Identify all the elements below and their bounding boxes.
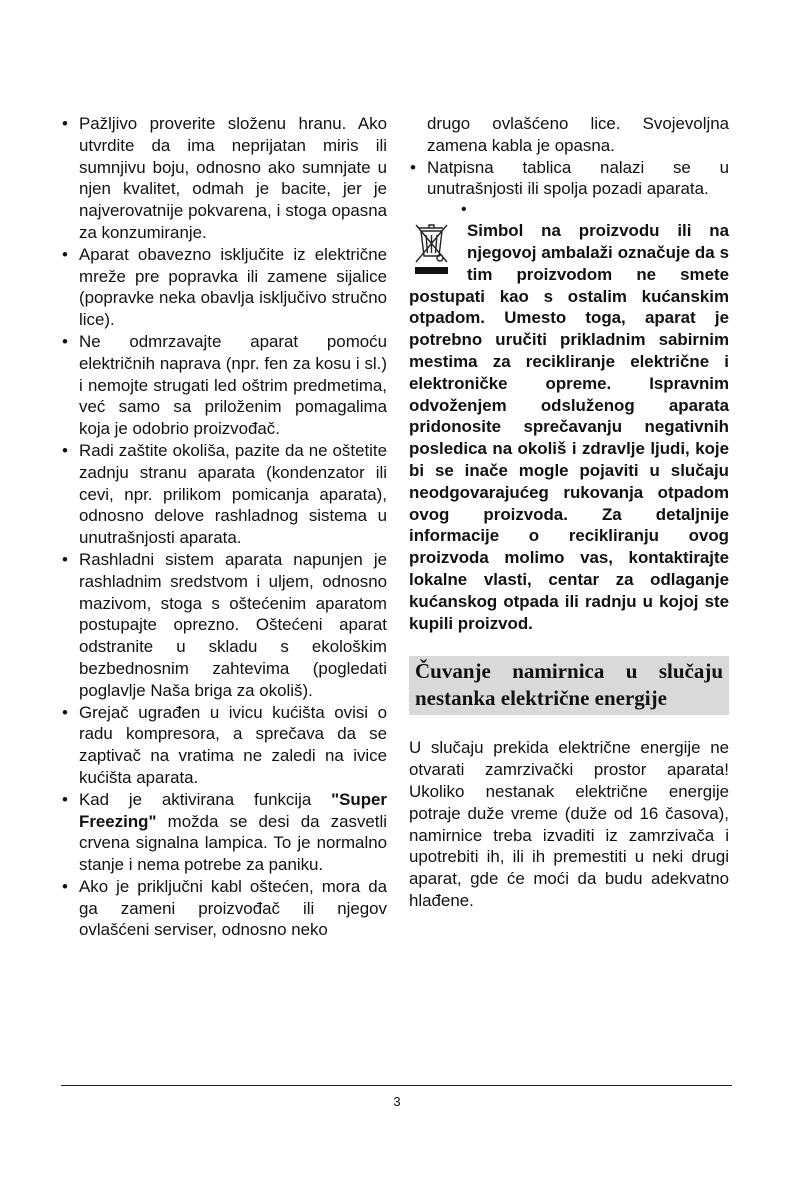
bullet-check-food: • Pažljivo proverite složenu hranu. Ako utvrdite da ima neprijatan miris ili sumnjivu boju, odnosno ako sumnjate u njen kvalitet, odmah je bacite, jer je najverovatnije pokvarena, i stoga opasna za konzumiranje. xyxy=(61,113,387,244)
cable-continuation-text: drugo ovlašćeno lice. Svojevoljna zamena kabla je opasna. xyxy=(427,114,729,155)
weee-notice xyxy=(409,220,729,634)
weee-notice-text: Simbol na proizvodu ili na njegovoj ambalaži označuje da s tim proizvodom ne smete postupati kao s ostalim kućanskim otpadom. Umesto toga, aparat je potrebno uručiti prikladnim sabirnim mestima za recikliranje električne i elektroničke opreme. Ispravnim odvoženjem odsluženog aparata pridonosite sprečavanju negativnih posledica na okoliš i zdravlje ljudi, koje bi se inače mogle pojaviti u slučaju neodgovarajućeg rukovanja otpadom ovog proizvoda. Za detaljnije informacije o recikliranju ovog proizvoda molimo vas, kontaktirajte lokalne vlasti, centar za odlaganje kućanskog otpada ili radnju u kojoj ste kupili proizvod. xyxy=(409,221,729,633)
bullet-refrigerant-system: • Rashladni sistem aparata napunjen je rashladnim sredstvom i uljem, odnosno mazivom, stoga s oštećenim aparatom postupajte oprezno. Oštećeni aparat odstranite u skladu s ekološkim bezbednosnim zahtevima (pogledati poglavlje Naša briga za okoliš). xyxy=(61,549,387,702)
lone-bullet: • xyxy=(461,201,467,219)
power-outage-paragraph: U slučaju prekida električne energije ne otvarati zamrzivački prostor aparata! Ukoliko nestanak električne energije potraje duže vreme (duže od 16 časova), namirnice treba izvaditi iz zamrzivača i upotrebiti ih, ili ih premestiti u neki drugi aparat, gde će moći da budu adekvatno hlađene. xyxy=(409,738,729,910)
right-column xyxy=(409,113,729,912)
section-heading-power-outage: Čuvanje namirnica u slučaju nestanka električne energije xyxy=(409,656,729,715)
bullet-unplug-before-repair: • Aparat obavezno isključite iz električne mreže pre popravka ili zamene sijalice (popravke neka obavlja isključivo stručno lice). xyxy=(61,244,387,331)
footer-divider xyxy=(61,1085,732,1086)
bullet-super-freezing-lamp xyxy=(61,789,387,876)
safety-bullet-list xyxy=(61,113,387,941)
super-freezing-text-after: možda se desi da zasvetli crvena signalna lampica. To je normalno stanje i nema potrebe za paniku. xyxy=(79,811,387,875)
bullet-defrost-tools: • Ne odmrzavajte aparat pomoću električnih naprava (npr. fen za kosu i sl.) i nemojte strugati led oštrim predmetima, već samo sa priloženim pomagalima koja je odobrio proizvođač. xyxy=(61,331,387,440)
crossed-out-wheelie-bin-icon xyxy=(409,220,461,278)
bullet-rating-plate: • Natpisna tablica nalazi se u unutrašnjosti ili spolja pozadi aparata. xyxy=(409,157,729,201)
bullet-protect-back-side: • Radi zaštite okoliša, pazite da ne oštetite zadnju stranu aparata (kondenzator ili cevi, npr. prilikom pomicanja aparata), odnosno delove rashladnog sistema u unutrašnjosti aparata. xyxy=(61,440,387,549)
bullet-heater-in-cabinet: • Grejač ugrađen u ivicu kućišta ovisi o radu kompresora, a sprečava da se zaptivač na vratima ne zaledi na ivice kućišta aparata. xyxy=(61,702,387,789)
super-freezing-text-before: Kad je aktivirana funkcija xyxy=(79,789,332,809)
super-freezing-label: "Super Freezing" xyxy=(79,789,387,831)
right-bullet-list xyxy=(409,157,729,201)
page-number: 3 xyxy=(393,1094,401,1109)
left-column xyxy=(61,113,387,941)
bullet-damaged-cable: • Ako je priključni kabl oštećen, mora da ga zameni proizvođač ili njegov ovlašćeni serviser, odnosno neko xyxy=(61,876,387,941)
